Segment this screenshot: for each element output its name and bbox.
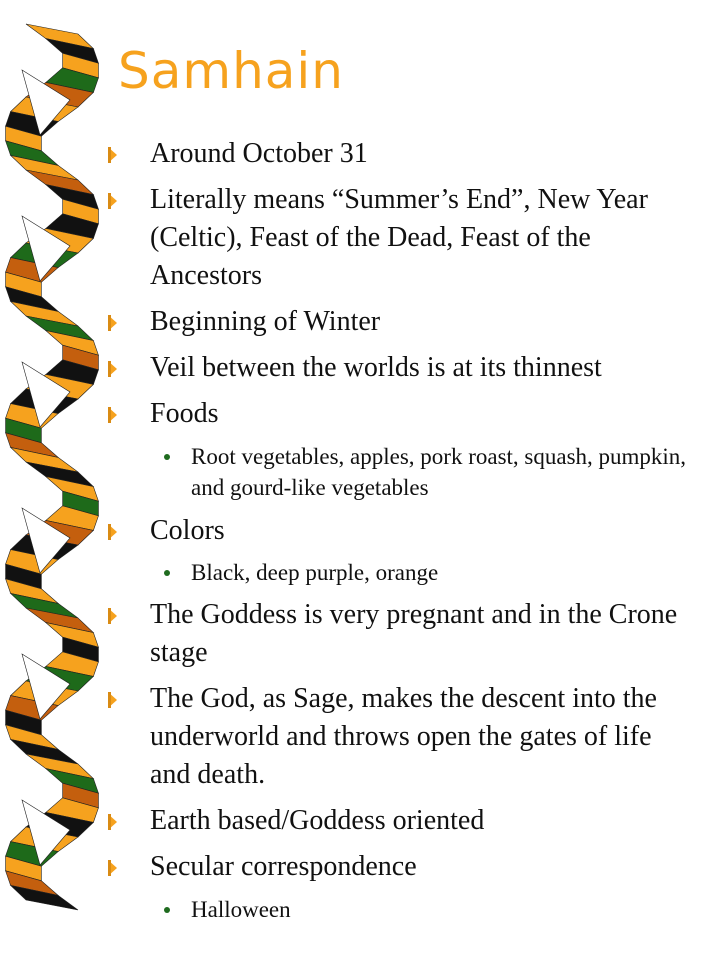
bullet-arrow-icon (108, 524, 117, 540)
bullet-item (150, 181, 698, 295)
bullet-text: Around October 31 (150, 138, 368, 169)
bullet-arrow-icon (108, 193, 117, 209)
bullet-text: The Goddess is very pregnant and in the Crone stage (150, 599, 678, 668)
bullet-item (150, 512, 698, 550)
slide-title: Samhain (118, 42, 344, 100)
sub-bullet-item (191, 441, 691, 503)
bullet-text: Colors (150, 515, 225, 546)
bullet-text: Earth based/Goddess oriented (150, 805, 485, 836)
bullet-item (150, 349, 698, 387)
bullet-arrow-icon (108, 608, 117, 624)
sub-bullet-item (191, 557, 691, 588)
bullet-arrow-icon (108, 692, 117, 708)
bullet-item (150, 135, 698, 173)
bullet-item (150, 303, 698, 341)
bullet-item (150, 802, 698, 840)
bullet-arrow-icon (108, 407, 117, 423)
sub-bullet-dot-icon (164, 570, 170, 576)
bullet-text: Literally means “Summer’s End”, New Year (Celtic), Feast of the Dead, Feast of the Ancestors (150, 184, 648, 291)
bullet-item (150, 848, 698, 886)
bullet-text: Foods (150, 398, 219, 429)
bullet-text: Veil between the worlds is at its thinnest (150, 352, 602, 383)
sub-bullet-dot-icon (164, 454, 170, 460)
bullet-arrow-icon (108, 361, 117, 377)
bullet-text: Beginning of Winter (150, 306, 381, 337)
sub-bullet-item (191, 894, 691, 925)
bullet-item (150, 680, 698, 794)
sub-bullet-text: Black, deep purple, orange (191, 560, 439, 585)
bullet-arrow-icon (108, 315, 117, 331)
bullet-text: The God, as Sage, makes the descent into the underworld and throws open the gates of life and death. (150, 683, 657, 790)
bullet-arrow-icon (108, 814, 117, 830)
sub-bullet-text: Root vegetables, apples, pork roast, squash, pumpkin, and gourd-like vegetables (191, 444, 687, 500)
sub-bullet-text: Halloween (191, 897, 291, 922)
decorative-ribbon-border (0, 0, 118, 959)
sub-bullet-dot-icon (164, 907, 170, 913)
bullet-arrow-icon (108, 860, 117, 876)
bullet-item (150, 395, 698, 433)
bullet-arrow-icon (108, 147, 117, 163)
bullet-text: Secular correspondence (150, 851, 417, 882)
bullet-item (150, 596, 698, 672)
